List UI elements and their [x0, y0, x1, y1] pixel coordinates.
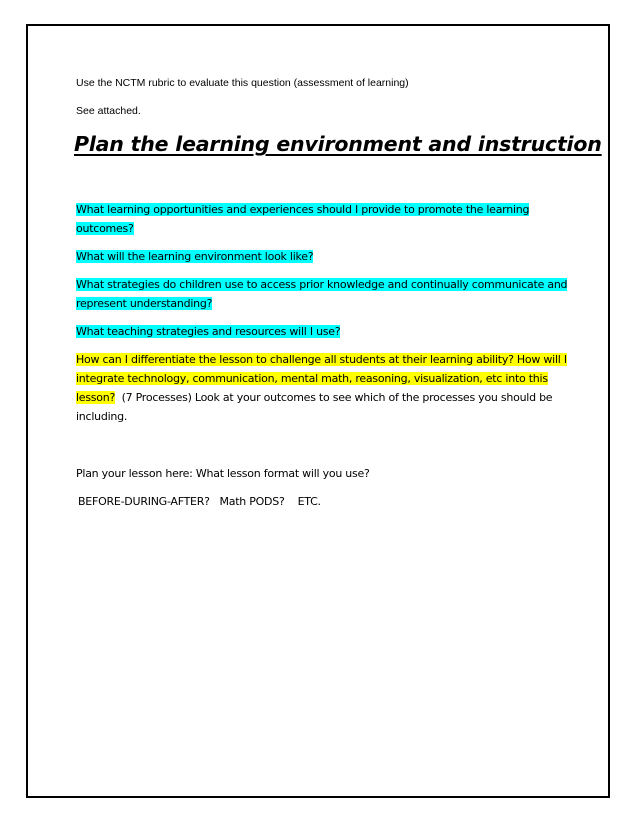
question-teaching-strategies	[76, 322, 576, 341]
instruction-line: Use the NCTM rubric to evaluate this question (assessment of learning)	[76, 77, 409, 89]
lesson-formats-line: BEFORE-DURING-AFTER? Math PODS? ETC.	[78, 495, 321, 508]
highlight-text: How can I differentiate the lesson to challenge all students at their learning ability? How will I integrate technology, communication, mental math, reasoning, visualization, etc into this lesson?	[76, 353, 567, 404]
plan-lesson-line: Plan your lesson here: What lesson format will you use?	[76, 467, 370, 480]
highlight-text: What will the learning environment look like?	[76, 250, 314, 263]
page-title: Plan the learning environment and instruction	[74, 132, 602, 156]
question-learning-opportunities	[76, 200, 576, 238]
question-learning-environment	[76, 247, 576, 266]
question-differentiate	[76, 350, 576, 426]
processes-note: (7 Processes) Look at your outcomes to see which of the processes you should be including.	[76, 391, 553, 423]
attached-line: See attached.	[76, 105, 141, 117]
question-prior-knowledge	[76, 275, 576, 313]
highlight-text: What strategies do children use to access prior knowledge and continually communicate and represent understanding?	[76, 278, 568, 310]
highlight-text: What teaching strategies and resources will I use?	[76, 325, 341, 338]
highlight-text: What learning opportunities and experiences should I provide to promote the learning outcomes?	[76, 203, 530, 235]
